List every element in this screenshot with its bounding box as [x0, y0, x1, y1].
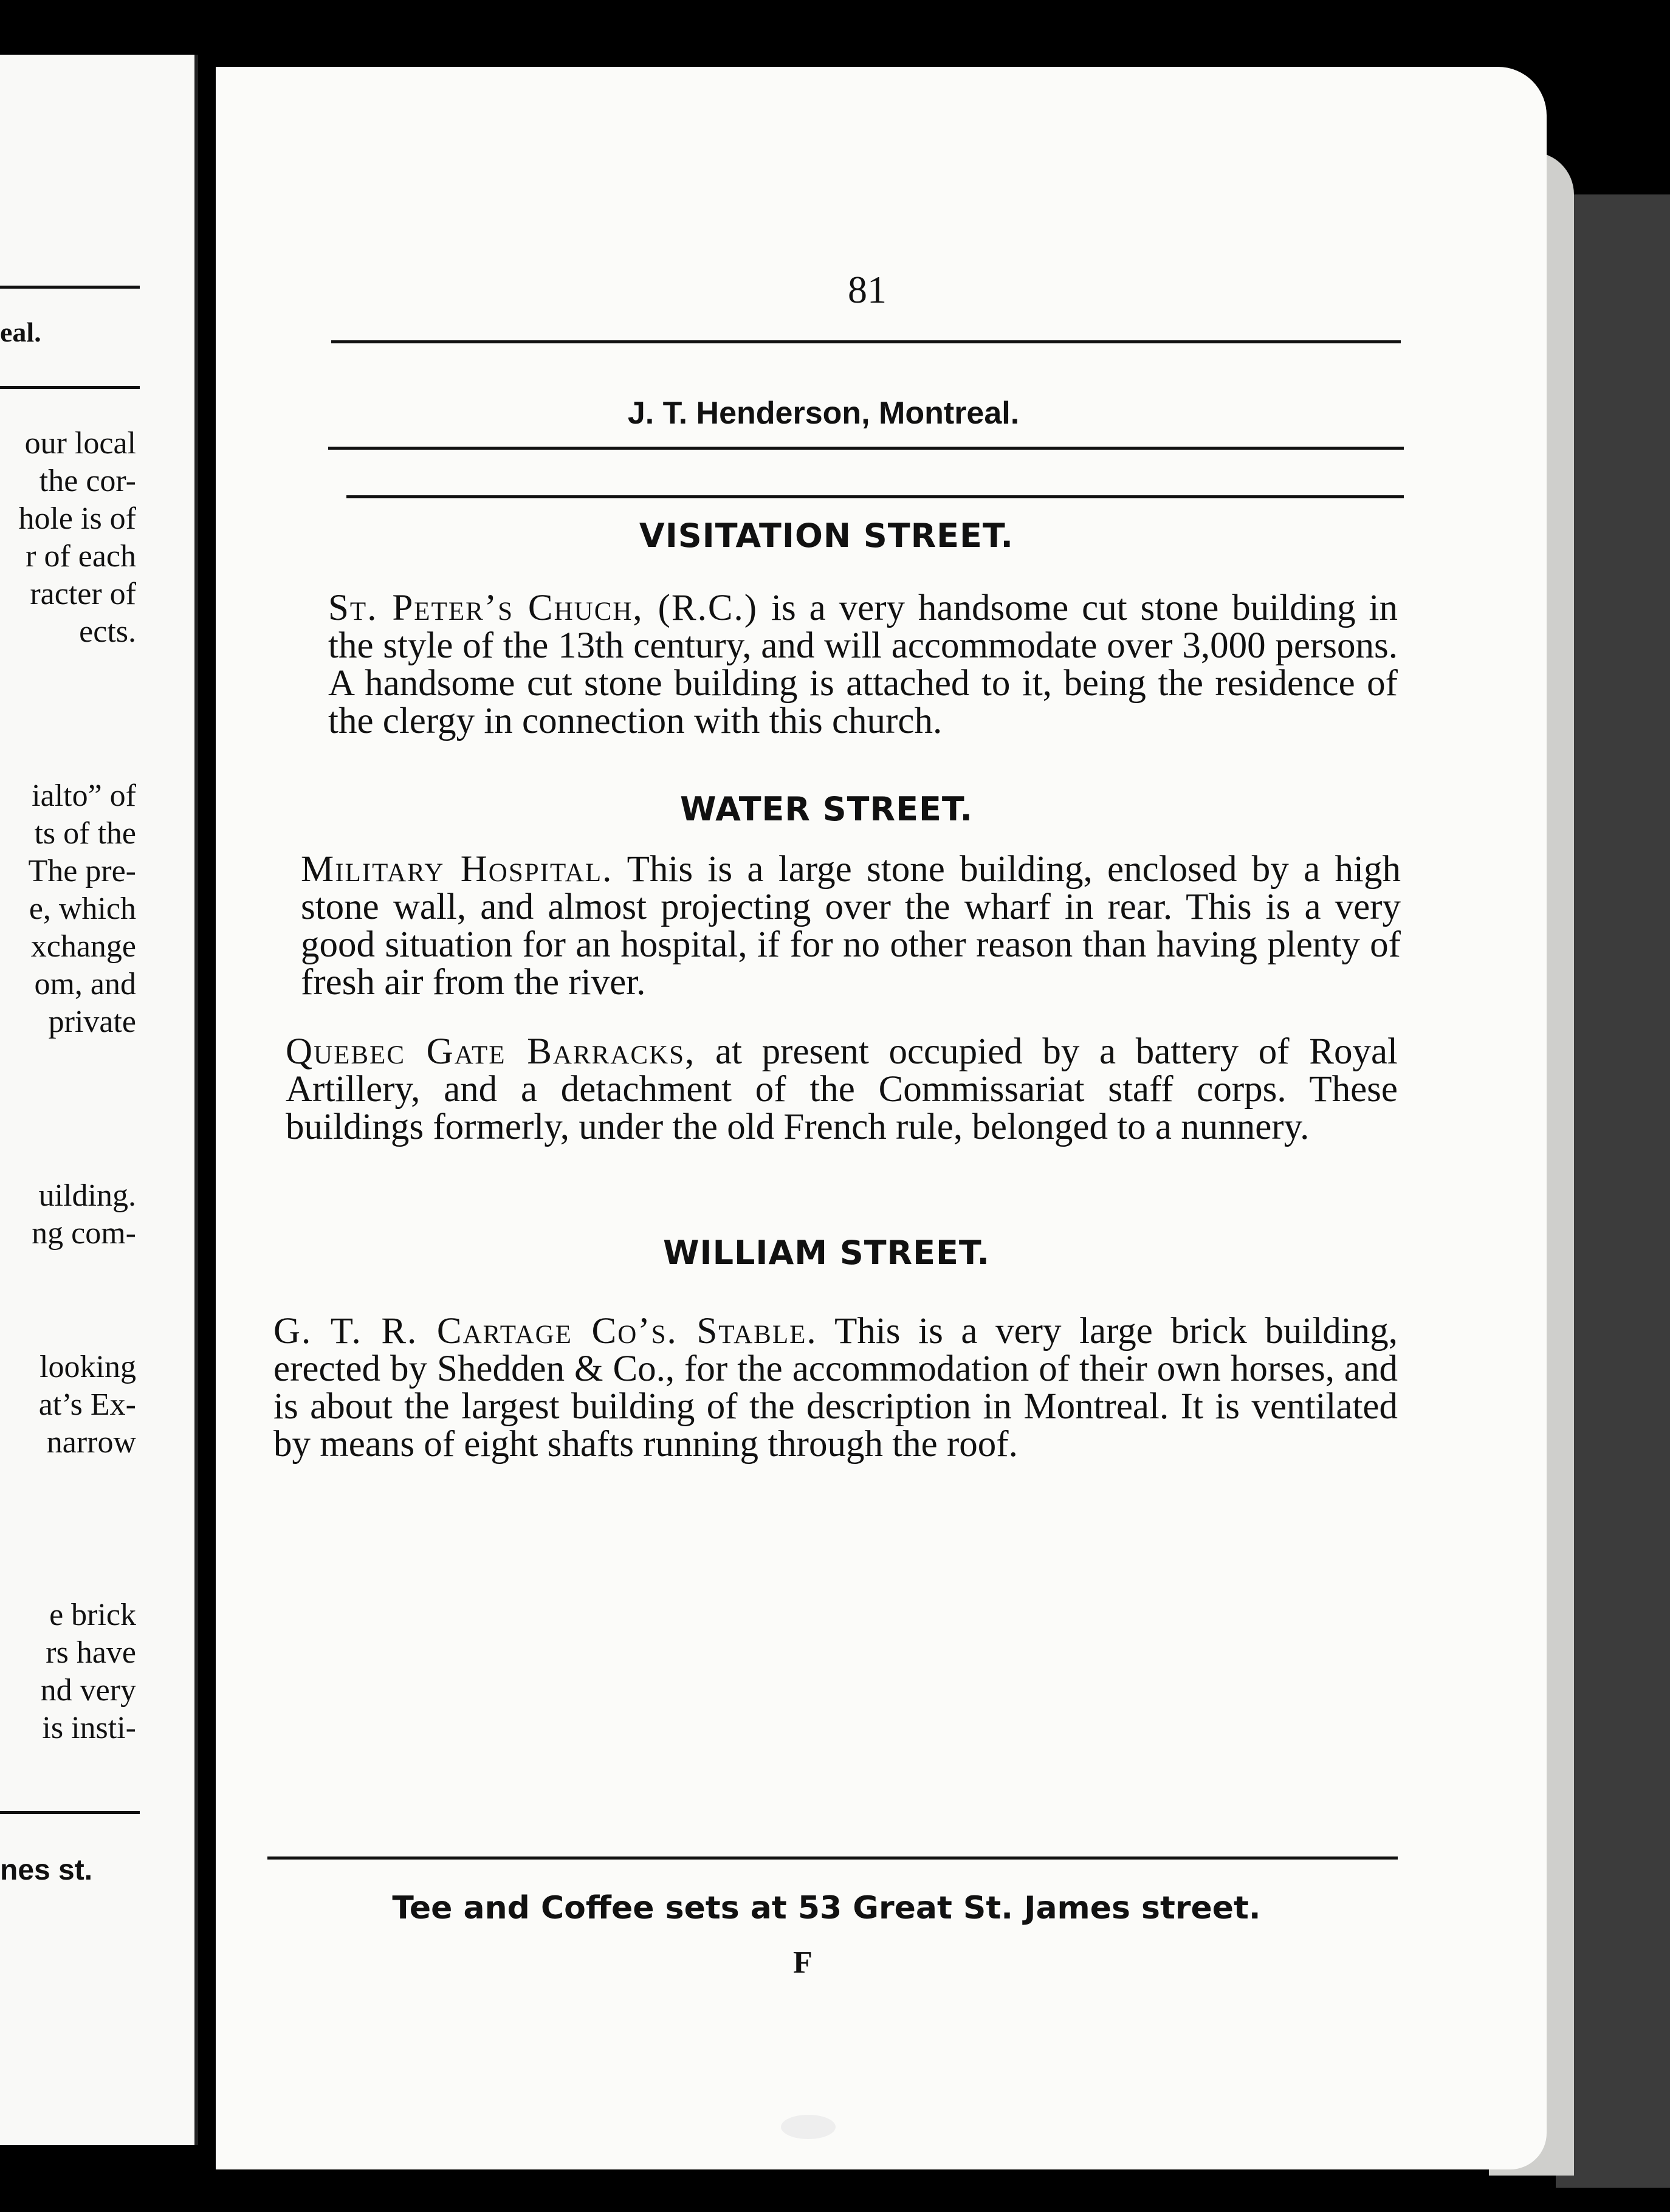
entry-paragraph	[301, 851, 1401, 1001]
paper-speck	[781, 2115, 836, 2139]
rule	[267, 1856, 1398, 1860]
signature-mark: F	[793, 1945, 813, 1980]
previous-page-line: private	[48, 1005, 136, 1039]
entry-paragraph	[328, 589, 1398, 740]
rule	[0, 386, 140, 389]
previous-page-edge	[0, 55, 198, 2145]
previous-page-line: The pre-	[28, 854, 136, 888]
previous-page-line: the cor-	[39, 464, 136, 498]
entry-text: This is a large stone building, enclosed by a high stone wall, and almost projecting over the wharf in rear. This is a very good situation for an hospital, if for no other reason than having plenty of fresh air from the river.	[301, 849, 1401, 1003]
entry-paragraph	[286, 1033, 1398, 1146]
book-page	[216, 67, 1547, 2169]
entry-text: This is a very large brick building, erected by Shedden & Co., for the accommodation of their own horses, and is about the largest building of the description in Montreal. It is ventilated by means of eight shafts running through the roof.	[273, 1311, 1398, 1465]
entry-paragraph	[273, 1313, 1398, 1463]
rule	[0, 1811, 140, 1814]
previous-page-line: uilding.	[38, 1178, 136, 1213]
previous-page-line: looking	[40, 1350, 136, 1384]
rule	[328, 447, 1404, 450]
previous-page-footer: nes st.	[0, 1854, 93, 1886]
previous-page-line: ects.	[79, 614, 136, 649]
previous-page-line: e, which	[29, 891, 136, 926]
entry-name: G. T. R. Cartage Co’s. Stable.	[273, 1311, 817, 1352]
previous-page-running-head: eal.	[0, 317, 41, 348]
page-number: 81	[848, 268, 887, 311]
section-heading: VISITATION STREET.	[639, 517, 1014, 555]
rule	[346, 495, 1404, 498]
entry-name: Quebec Gate Barracks,	[286, 1031, 696, 1072]
advertisement-footer: Tee and Coffee sets at 53 Great St. James street.	[392, 1890, 1261, 1926]
previous-page-line: om, and	[34, 967, 136, 1001]
previous-page-line: racter of	[30, 577, 136, 611]
previous-page-line: nd very	[40, 1673, 136, 1708]
previous-page-line: ng com-	[32, 1216, 136, 1251]
previous-page-line: ialto” of	[32, 778, 136, 813]
running-head: J. T. Henderson, Montreal.	[627, 396, 1020, 431]
section-heading: WILLIAM STREET.	[662, 1234, 991, 1272]
entry-text: is a very handsome cut stone building in the style of the 13th century, and will accommodate over 3,000 persons. A handsome cut stone building is attached to it, being the residence of the clergy in connection with this church.	[328, 588, 1398, 741]
previous-page-line: at’s Ex-	[38, 1387, 136, 1422]
previous-page-line: hole is of	[18, 501, 136, 536]
previous-page-line: is insti-	[42, 1711, 136, 1745]
entry-name: St. Peter’s Chuch, (R.C.)	[328, 588, 758, 628]
section-heading: WATER STREET.	[679, 790, 974, 828]
entry-text: at present occupied by a battery of Royal Artillery, and a detachment of the Commissariat staff corps. These buildings formerly, under the old French rule, belonged to a nunnery.	[286, 1031, 1398, 1147]
rule	[331, 340, 1401, 343]
previous-page-line: ts of the	[34, 816, 136, 851]
previous-page-line: rs have	[46, 1635, 136, 1670]
previous-page-line: our local	[24, 426, 136, 461]
entry-name: Military Hospital.	[301, 849, 613, 890]
previous-page-line: narrow	[46, 1425, 136, 1460]
previous-page-line: xchange	[30, 929, 136, 964]
rule	[0, 286, 140, 289]
previous-page-line: r of each	[26, 539, 136, 574]
previous-page-line: e brick	[49, 1598, 136, 1632]
